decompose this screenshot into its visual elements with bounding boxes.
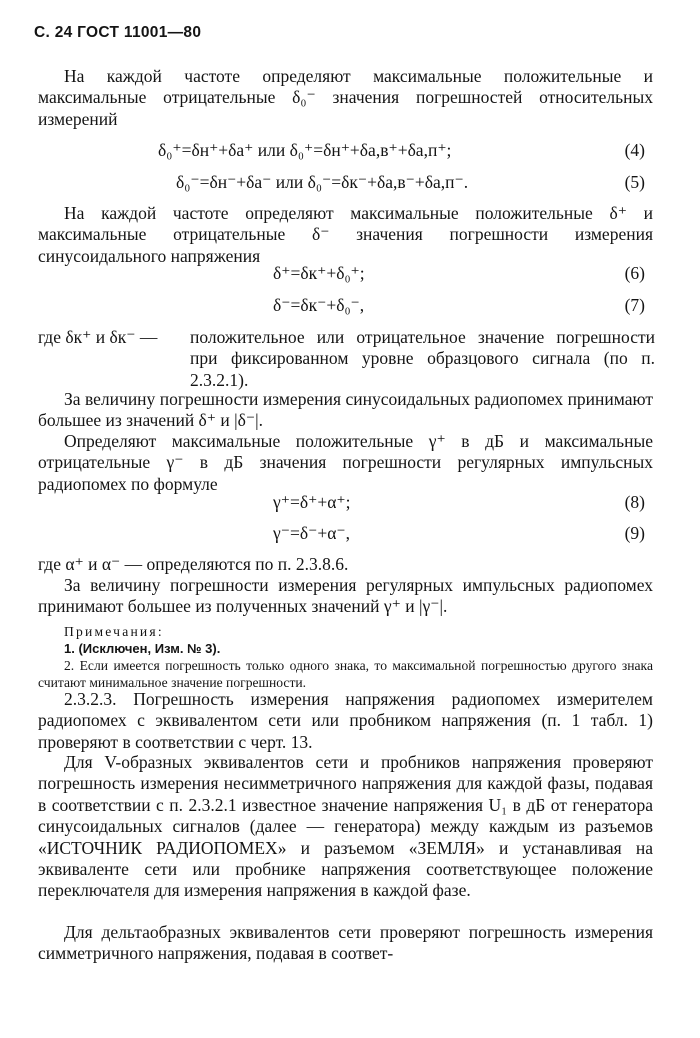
- paragraph-3: За величину погрешности измерения синусоидальных радиопомех принимают большее из значений δ⁺ и |δ⁻|.: [38, 389, 653, 431]
- note-1: 1. (Исключен, Изм. № 3).: [64, 641, 221, 656]
- page-header: С. 24 ГОСТ 11001—80: [34, 24, 202, 41]
- note-2: 2. Если имеется погрешность только одного знака, то максимальной погрешностью другого знака считают минимальное значение погрешности.: [38, 658, 653, 690]
- equation-7-number: (7): [624, 295, 645, 315]
- paragraph-4: Определяют максимальные положительные γ⁺ в дБ и максимальные отрицательные γ⁻ в дБ значения погрешности регулярных импульсных радиопомех по формуле: [38, 431, 653, 494]
- paragraph-6: 2.3.2.3. Погрешность измерения напряжения радиопомех измерителем радиопомех с эквивалентом сети или пробником напряжения (п. 1 табл. 1) проверяют в соответствии с черт. 13.: [38, 689, 653, 752]
- notes-title: Примечания:: [64, 624, 164, 639]
- equation-5: δ₀⁻=δн⁻+δа⁻ или δ₀⁻=δк⁻+δа,в⁻+δа,п⁻.: [176, 172, 469, 192]
- equation-6: δ⁺=δк⁺+δ₀⁺;: [273, 263, 365, 283]
- where-clause-2: где α⁺ и α⁻ — определяются по п. 2.3.8.6.: [38, 554, 349, 574]
- where-clause-1-lead: где δк⁺ и δк⁻ —: [38, 327, 158, 347]
- equation-4: δ₀⁺=δн⁺+δа⁺ или δ₀⁺=δн⁺+δа,в⁺+δа,п⁺;: [158, 140, 452, 160]
- equation-8: γ⁺=δ⁺+α⁺;: [273, 492, 351, 512]
- paragraph-7: Для V-образных эквивалентов сети и пробников напряжения проверяют погрешность измерения несимметричного напряжения для каждой фазы, подавая в соответствии с п. 2.3.2.1 известное значение напряжения U₁ в дБ от генератора синусоидальных сигналов (далее — генератора) между каждым из разъемов «ИСТОЧНИК РАДИОПОМЕХ» и разъемом «ЗЕМЛЯ» и устанавливая на эквиваленте сети или пробнике напряжения соответствующее положение переключателя для измерения напряжения в каждой фазе.: [38, 752, 653, 901]
- equation-8-number: (8): [624, 492, 645, 512]
- equation-9: γ⁻=δ⁻+α⁻,: [273, 523, 350, 543]
- paragraph-8: Для дельтаобразных эквивалентов сети проверяют погрешность измерения симметричного напряжения, подавая в соответ-: [38, 922, 653, 964]
- equation-6-number: (6): [624, 263, 645, 283]
- paragraph-5: За величину погрешности измерения регулярных импульсных радиопомех принимают большее из полученных значений γ⁺ и |γ⁻|.: [38, 575, 653, 617]
- equation-7: δ⁻=δк⁻+δ₀⁻,: [273, 295, 365, 315]
- paragraph-1: На каждой частоте определяют максимальные положительные и максимальные отрицательные δ₀⁻ значения погрешностей относительных измерений: [38, 66, 653, 129]
- where-clause-1-text: положительное или отрицательное значение погрешности при фиксированном уровне образцового сигнала (по п. 2.3.2.1).: [190, 327, 655, 390]
- equation-5-number: (5): [624, 172, 645, 192]
- notes-block: [38, 623, 653, 691]
- paragraph-2: На каждой частоте определяют максимальные положительные δ⁺ и максимальные отрицательные δ⁻ значения погрешности измерения синусоидального напряжения: [38, 203, 653, 266]
- equation-9-number: (9): [624, 523, 645, 543]
- equation-4-number: (4): [624, 140, 645, 160]
